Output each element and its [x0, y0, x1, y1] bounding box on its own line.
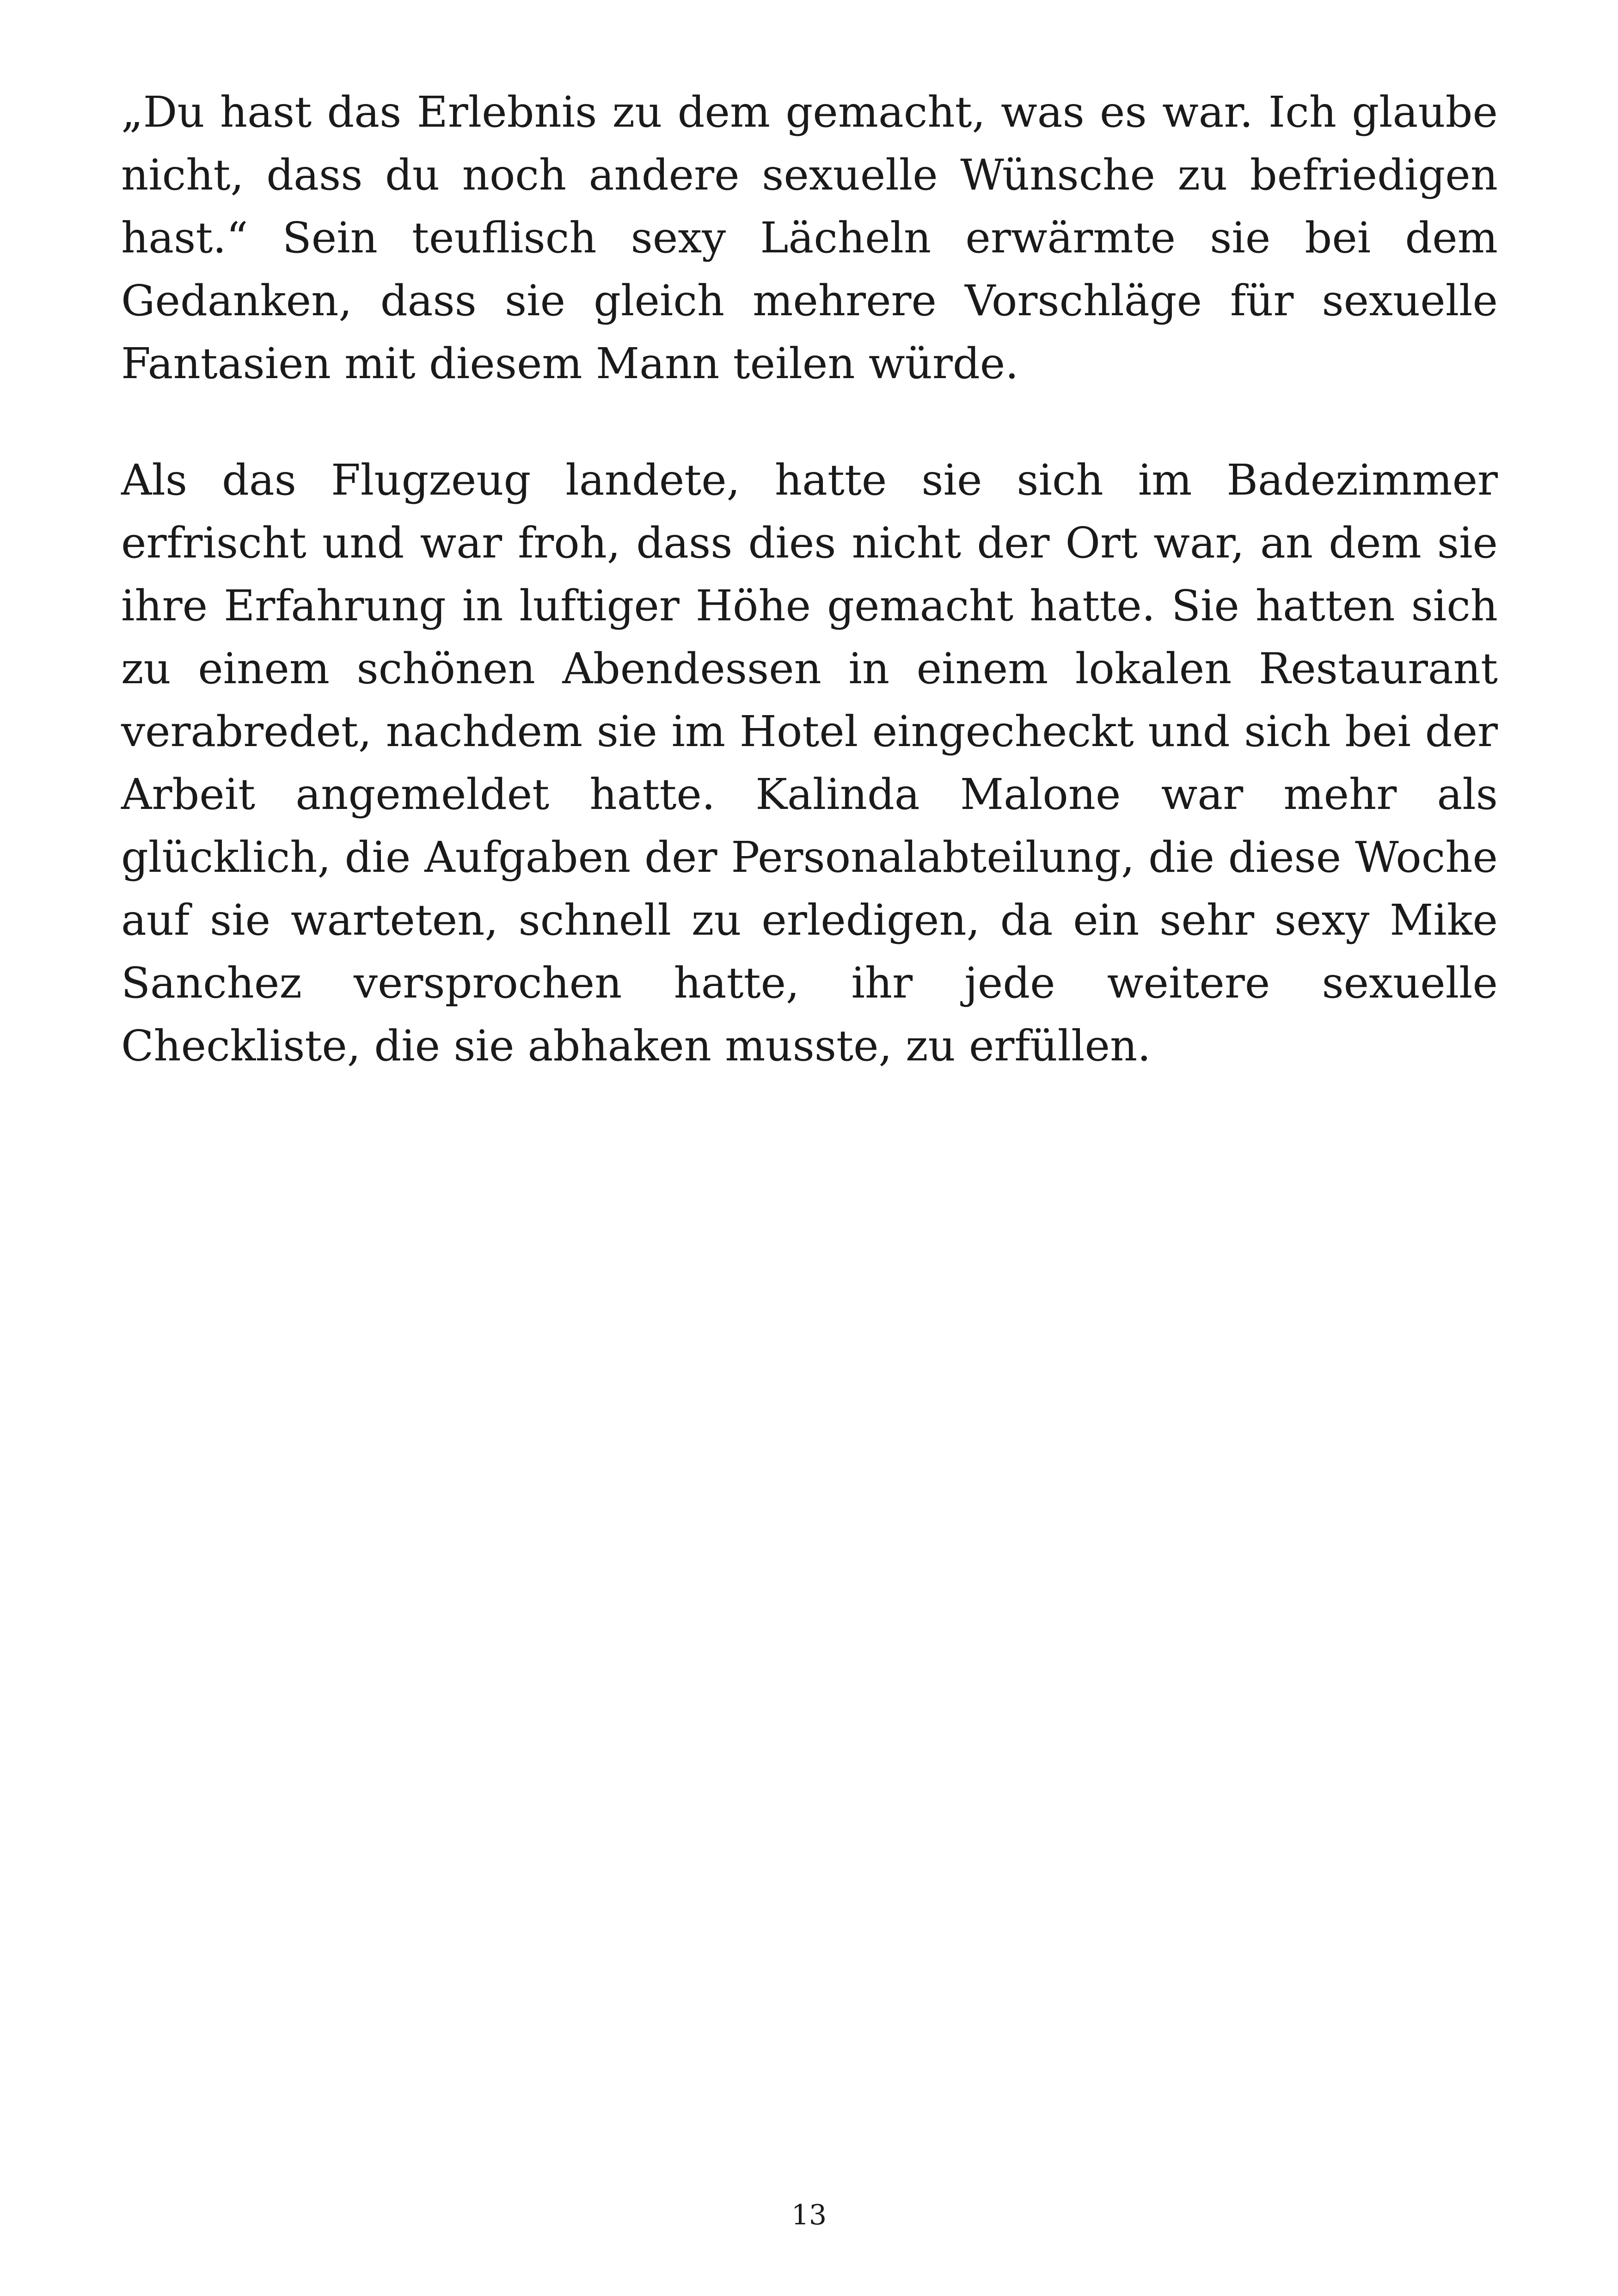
paragraph-2: Als das Flugzeug landete, hatte sie sich im Badezimmer erfrischt und war froh, dass dies nicht der Ort war, an dem sie ihre Erfahrung in luftiger Höhe gemacht hatte. Sie hatten sich zu einem schönen Abendessen in einem lokalen Restaurant verabredet, nachdem sie im Hotel eingecheckt und sich bei der Arbeit angemeldet hatte. Kalinda Malone war mehr als glücklich, die Aufgaben der Personalabteilung, die diese Woche auf sie warteten, schnell zu erledigen, da ein sehr sexy Mike Sanchez versprochen hatte, ihr jede weitere sexuelle Checkliste, die sie abhaken musste, zu erfüllen. — [121, 455, 1498, 1071]
page-number: 13 — [791, 2199, 827, 2231]
body-text — [121, 81, 1498, 1131]
paragraph-1: „Du hast das Erlebnis zu dem gemacht, was es war. Ich glaube nicht, dass du noch andere sexuelle Wünsche zu befriedigen hast.“ Sein teuflisch sexy Lächeln erwärmte sie bei dem Gedanken, dass sie gleich mehrere Vorschläge für sexuelle Fantasien mit diesem Mann teilen würde. — [121, 87, 1498, 388]
